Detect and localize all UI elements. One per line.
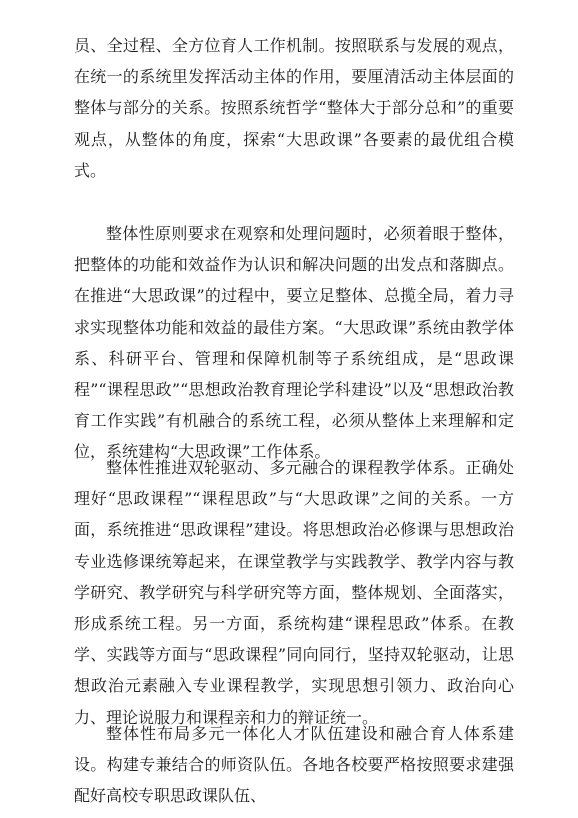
paragraph-holistic-principle: 整体性原则要求在观察和处理问题时，必须着眼于整体，把整体的功能和效益作为认识和解决问题的出发点和落脚点。在推进“大思政课”的过程中，要立足整体、总揽全局，着力寻求实现整体功能和效益的最佳方案。“大思政课”系统由教学体系、科研平台、管理和保障机制等子系统组成，是“思政课程”“课程思政”“思想政治教育理论学科建设”以及“思想政治教育工作实践”有机融合的系统工程，必须从整体上来理解和定位，系统建构“大思政课”工作体系。 xyxy=(74,224,514,462)
paragraph-course-system: 整体性推进双轮驱动、多元融合的课程教学体系。正确处理好“思政课程”“课程思政”与“大思政课”之间的关系。一方面，系统推进“思政课程”建设。将思想政治必修课与思想政治专业选修课统筹起来，在课堂教学与实践教学、教学内容与教学研究、教学研究与科学研究等方面，整体规划、全面落实，形成系统工程。另一方面，系统构建“课程思政”体系。在教学、实践等方面与“思政课程”同向同行，坚持双轮驱动，让思想政治元素融入专业课程教学，实现思想引领力、政治向心力、理论说服力和课程亲和力的辩证统一。 xyxy=(74,458,514,727)
paragraph-continuation: 员、全过程、全方位育人工作机制。按照联系与发展的观点，在统一的系统里发挥活动主体的作用，要厘清活动主体层面的整体与部分的关系。按照系统哲学“整体大于部分总和”的重要观点，从整体的角度，探索“大思政课”各要素的最优组合模式。 xyxy=(74,36,514,180)
paragraph-talent-team: 整体性布局多元一体化人才队伍建设和融合育人体系建设。构建专兼结合的师资队伍。各地各校要严格按照要求建强配好高校专职思政课队伍、 xyxy=(74,724,514,806)
